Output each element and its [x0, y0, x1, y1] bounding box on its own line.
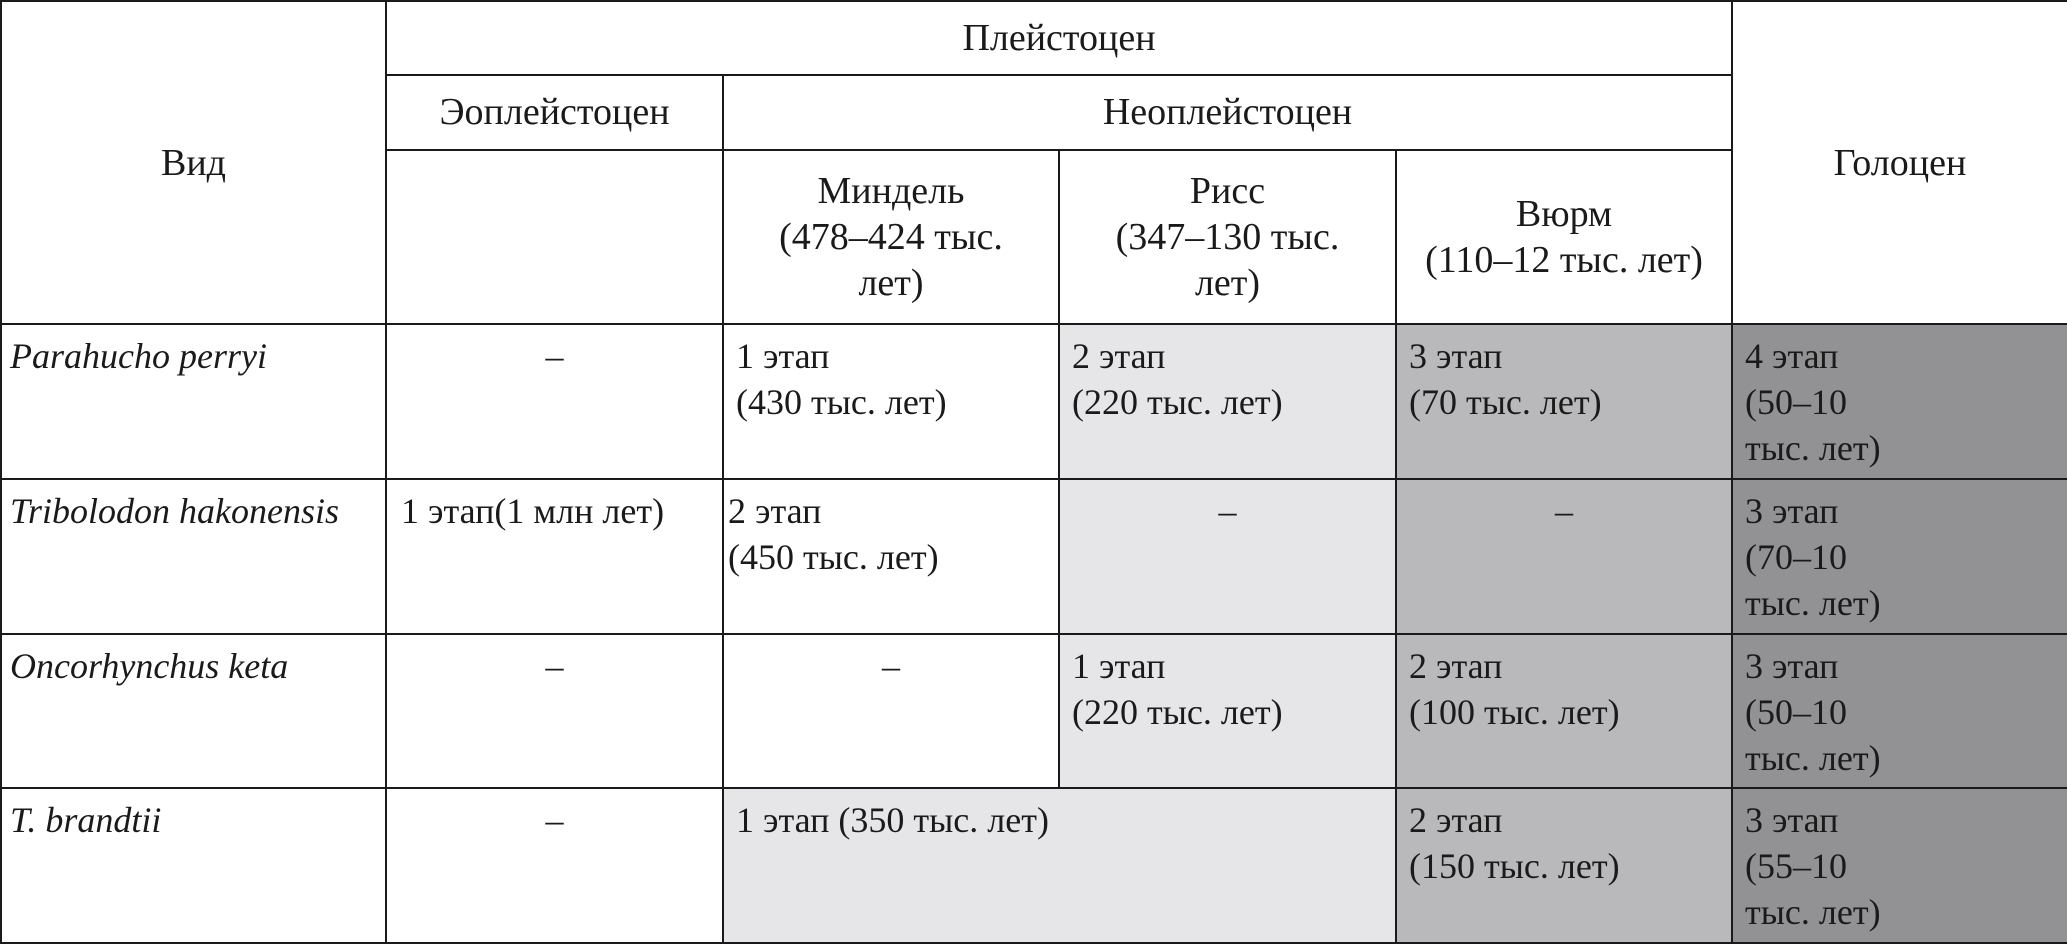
- stage-age: (100 тыс. лет): [1409, 691, 1620, 732]
- stage-label: 2 этап: [1072, 336, 1166, 377]
- species-cell: T. brandtii: [1, 788, 386, 943]
- stage-label: 3 этап: [1745, 491, 1839, 532]
- stage-label: 2 этап: [1409, 800, 1503, 841]
- stage-unit: тыс. лет): [1745, 583, 1881, 624]
- stage-age: (50–10: [1745, 382, 1847, 423]
- riss-unit: лет): [1194, 261, 1261, 304]
- mindel-unit: лет): [858, 261, 924, 304]
- stage-age: (70–10: [1745, 537, 1847, 578]
- wurm-cell: [1396, 634, 1732, 789]
- mindel-cell: [723, 479, 1059, 634]
- wurm-name: Вюрм: [1515, 192, 1613, 235]
- species-cell: Oncorhynchus keta: [1, 634, 386, 789]
- table-row: [1, 324, 2067, 479]
- eo-cell: 1 этап(1 млн лет): [386, 479, 723, 634]
- eopleistocene-sub-empty: [386, 150, 723, 325]
- eo-cell: –: [386, 324, 723, 479]
- table-row: [1, 479, 2067, 634]
- wurm-header: [1396, 150, 1732, 325]
- mindel-range: (478–424 тыс.: [779, 215, 1003, 258]
- stage-label: 1 этап: [736, 336, 830, 377]
- stage-label: 2 этап: [1409, 645, 1503, 686]
- mindel-cell: [723, 324, 1059, 479]
- stage-age: (55–10: [1745, 846, 1847, 887]
- stage-unit: тыс. лет): [1745, 892, 1881, 933]
- riss-name: Рисс: [1189, 169, 1266, 212]
- holocene-header: Голоцен: [1732, 1, 2067, 324]
- stage-label: 3 этап: [1745, 800, 1839, 841]
- mindel-name: Миндель: [817, 169, 965, 212]
- eo-cell: –: [386, 788, 723, 943]
- wurm-range: (110–12 тыс. лет): [1425, 238, 1703, 281]
- riss-cell: –: [1059, 479, 1396, 634]
- eopleistocene-header: Эоплейстоцен: [386, 75, 723, 149]
- holocene-cell: [1732, 479, 2067, 634]
- stage-label: 3 этап: [1745, 645, 1839, 686]
- riss-header: [1059, 150, 1396, 325]
- neopleistocene-header: Неоплейстоцен: [723, 75, 1732, 149]
- stage-age: (150 тыс. лет): [1409, 846, 1620, 887]
- stage-label: 4 этап: [1745, 336, 1839, 377]
- wurm-cell: –: [1396, 479, 1732, 634]
- stage-unit: тыс. лет): [1745, 737, 1881, 778]
- stage-age: (50–10: [1745, 691, 1847, 732]
- riss-cell: [1059, 324, 1396, 479]
- wurm-cell: [1396, 324, 1732, 479]
- stage-age: (220 тыс. лет): [1072, 691, 1283, 732]
- species-cell: Parahucho perryi: [1, 324, 386, 479]
- stage-age: (430 тыс. лет): [736, 382, 947, 423]
- table-row: [1, 788, 2067, 943]
- holocene-cell: [1732, 324, 2067, 479]
- wurm-cell: [1396, 788, 1732, 943]
- species-cell: Tribolodon hakonensis: [1, 479, 386, 634]
- stage-age: (220 тыс. лет): [1072, 382, 1283, 423]
- riss-cell: [1059, 634, 1396, 789]
- holocene-cell: [1732, 634, 2067, 789]
- stage-label: 1 этап: [1072, 645, 1166, 686]
- stage-age: (450 тыс. лет): [728, 537, 939, 578]
- stage-label: 2 этап: [728, 491, 822, 532]
- header-row-1: [1, 1, 2067, 75]
- eo-cell: –: [386, 634, 723, 789]
- riss-range: (347–130 тыс.: [1115, 215, 1340, 258]
- holocene-cell: [1732, 788, 2067, 943]
- species-header: Вид: [1, 1, 386, 324]
- stage-label: 3 этап: [1409, 336, 1503, 377]
- stage-age: (70 тыс. лет): [1409, 382, 1602, 423]
- mindel-riss-cell: 1 этап (350 тыс. лет): [723, 788, 1396, 943]
- table-row: [1, 634, 2067, 789]
- stage-unit: тыс. лет): [1745, 428, 1881, 469]
- mindel-cell: –: [723, 634, 1059, 789]
- pleistocene-header: Плейстоцен: [386, 1, 1732, 75]
- mindel-header: [723, 150, 1059, 325]
